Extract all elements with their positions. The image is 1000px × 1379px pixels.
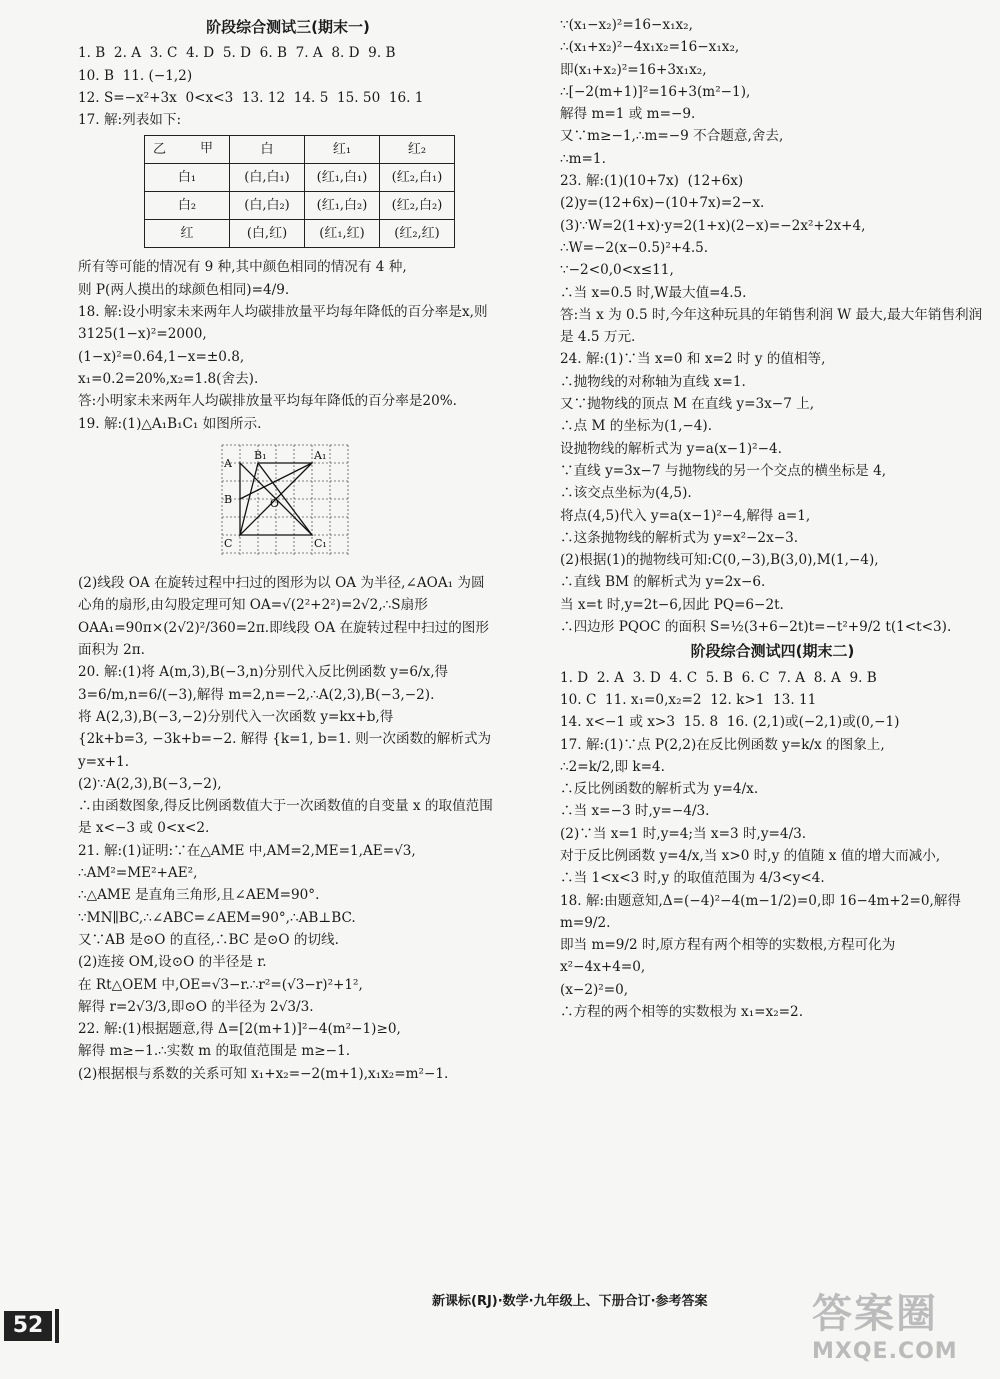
table-cell: (红₁,白₂) — [305, 192, 380, 220]
answer-line: {2k+b=3, −3k+b=−2. 解得 {k=1, b=1. 则一次函数的解析式为 y=x+1. — [78, 731, 496, 770]
left-block-c — [78, 572, 498, 1085]
row-label: 白₂ — [145, 192, 230, 220]
label-A1: A₁ — [314, 448, 327, 462]
answer-line: 将 A(2,3),B(−3,−2)分别代入一次函数 y=kx+b,得 — [78, 708, 394, 725]
answer-line: 18. 解:设小明家未来两年人均碳排放量平均每年降低的百分率是x,则 3125(1−x)²=2000, — [78, 304, 492, 343]
answer-line: 10. C 11. x₁=0,x₂=2 12. k>1 13. 11 — [560, 691, 817, 708]
answer-line: 3=6/m,n=6/(−3),解得 m=2,n=−2,∴A(2,3),B(−3,−2). — [78, 686, 435, 703]
answer-line: (2)∵A(2,3),B(−3,−2), — [78, 775, 222, 792]
answer-line: 解得 m≥−1.∴实数 m 的取值范围是 m≥−1. — [78, 1043, 351, 1060]
answer-line: ∴方程的两个相等的实数根为 x₁=x₂=2. — [560, 1004, 804, 1021]
answer-line: 19. 解:(1)△A₁B₁C₁ 如图所示. — [78, 415, 262, 432]
answer-line: ∴该交点坐标为(4,5). — [560, 485, 692, 502]
answer-line: x²−4x+4=0, — [560, 959, 646, 976]
label-C1: C₁ — [314, 536, 327, 550]
answer-line: (2)连接 OM,设⊙O 的半径是 r. — [78, 954, 267, 971]
answer-line: ∵−2<0,0<x≤11, — [560, 262, 674, 279]
answer-line: (x−2)²=0, — [560, 981, 629, 998]
answer-line: 22. 解:(1)根据题意,得 Δ=[2(m+1)]²−4(m²−1)≥0, — [78, 1021, 401, 1038]
answer-line: 17. 解:(1)∵点 P(2,2)在反比例函数 y=k/x 的图象上, — [560, 736, 885, 753]
table-cell: (红₁,红) — [305, 220, 380, 248]
answer-line: ∴点 M 的坐标为(1,−4). — [560, 418, 713, 435]
answer-line: (2)y=(12+6x)−(10+7x)=2−x. — [560, 195, 765, 212]
answer-line: 12. S=−x²+3x 0<x<3 13. 12 14. 5 15. 50 16. 1 — [78, 89, 424, 106]
table-row — [145, 192, 455, 220]
answer-line: 21. 解:(1)证明:∵在△AME 中,AM=2,ME=1,AE=√3, — [78, 842, 416, 859]
table-cell: (红₂,红) — [380, 220, 455, 248]
answer-line: ∴[−2(m+1)]²=16+3(m²−1), — [560, 83, 751, 100]
table-cell: (白,白₁) — [230, 164, 305, 192]
corner-bottom-label: 乙 — [153, 142, 167, 158]
answer-line: 答:当 x 为 0.5 时,今年这种玩具的年销售利润 W 最大,最大年销售利润是 4.5 万元. — [560, 306, 983, 346]
answer-line: 解得 r=2√3/3,即⊙O 的半径为 2√3/3. — [78, 998, 314, 1015]
answer-line: ∵直线 y=3x−7 与抛物线的另一个交点的横坐标是 4, — [560, 462, 887, 479]
answer-line: 即当 m=9/2 时,原方程有两个相等的实数根,方程可化为 — [560, 937, 896, 954]
answer-line: 24. 解:(1)∵当 x=0 和 x=2 时 y 的值相等, — [560, 351, 826, 368]
answer-line: 23. 解:(1)(10+7x) (12+6x) — [560, 173, 744, 190]
answer-line: 18. 解:由题意知,Δ=(−4)²−4(m−1/2)=0,即 16−4m+2=0,解得 m=9/2. — [560, 892, 966, 931]
table-corner — [145, 136, 230, 164]
table-row — [145, 164, 455, 192]
left-column — [78, 14, 498, 1085]
label-O: O — [270, 496, 280, 510]
table-cell: (白,红) — [230, 220, 305, 248]
answer-line: 则 P(两人摸出的球颜色相同)=4/9. — [78, 281, 290, 298]
answer-line: ∴反比例函数的解析式为 y=4/x. — [560, 781, 759, 798]
answer-line: 10. B 11. (−1,2) — [78, 67, 193, 84]
grid-diagram — [218, 441, 356, 559]
page-number-bar — [55, 1309, 59, 1343]
answer-line: ∴(x₁+x₂)²−4x₁x₂=16−x₁x₂, — [560, 39, 740, 56]
answer-line: 所有等可能的情况有 9 种,其中颜色相同的情况有 4 种, — [78, 259, 407, 276]
answer-line: ∴四边形 PQOC 的面积 S=½(3+6−2t)t=−t²+9/2 t(1<t<3). — [560, 619, 952, 636]
right-block-b — [560, 667, 985, 1024]
answer-line: (2)根据(1)的抛物线可知:C(0,−3),B(3,0),M(1,−4), — [560, 552, 879, 569]
answer-line: 当 x=t 时,y=2t−6,因此 PQ=6−2t. — [560, 596, 784, 613]
table-cell: (红₁,白₁) — [305, 164, 380, 192]
answer-line: 又∵AB 是⊙O 的直径,∴BC 是⊙O 的切线. — [78, 931, 339, 948]
answer-line: (1−x)²=0.64,1−x=±0.8, — [78, 348, 245, 365]
page-number: 52 — [4, 1311, 52, 1341]
label-C: C — [224, 536, 233, 550]
left-block-a — [78, 42, 498, 131]
answer-line: 解得 m=1 或 m=−9. — [560, 106, 696, 123]
answer-line: 设抛物线的解析式为 y=a(x−1)²−4. — [560, 440, 782, 457]
answer-line: 在 Rt△OEM 中,OE=√3−r.∴r²=(√3−r)²+1², — [78, 976, 363, 993]
answer-line: ∵MN∥BC,∴∠ABC=∠AEM=90°,∴AB⊥BC. — [78, 909, 356, 926]
watermark-logo — [812, 1282, 992, 1372]
answer-line: 答:小明家未来两年人均碳排放量平均每年降低的百分率是20%. — [78, 393, 457, 410]
section-title-test-4: 阶段综合测试四(期末二) — [690, 642, 855, 661]
answer-line: 1. D 2. A 3. D 4. C 5. B 6. C 7. A 8. A 9. B — [560, 669, 877, 686]
answer-line: x₁=0.2=20%,x₂=1.8(舍去). — [78, 370, 259, 387]
answer-line: ∴这条抛物线的解析式为 y=x²−2x−3. — [560, 529, 799, 546]
outcome-table — [144, 135, 455, 248]
section-title-test-3: 阶段综合测试三(期末一) — [206, 18, 370, 36]
table-cell: (白,白₂) — [230, 192, 305, 220]
answer-line: 又∵m≥−1,∴m=−9 不合题意,舍去, — [560, 128, 784, 145]
right-column — [560, 14, 985, 1023]
table-header: 白 — [230, 136, 305, 164]
answer-line: 对于反比例函数 y=4/x,当 x>0 时,y 的值随 x 值的增大而减小, — [560, 847, 941, 864]
row-label: 白₁ — [145, 164, 230, 192]
watermark-big: 答案圈 — [812, 1291, 938, 1337]
corner-top-label: 甲 — [199, 141, 213, 157]
table-row — [145, 220, 455, 248]
answer-line: ∴当 x=0.5 时,W最大值=4.5. — [560, 284, 747, 301]
table-cell: (红₂,白₁) — [380, 164, 455, 192]
answer-line: ∴直线 BM 的解析式为 y=2x−6. — [560, 574, 766, 591]
footer-text: 新课标(RJ)·数学·九年级上、下册合订·参考答案 — [432, 1294, 708, 1309]
answer-line: (2)根据根与系数的关系可知 x₁+x₂=−2(m+1),x₁x₂=m²−1. — [78, 1065, 449, 1082]
rotation-grid-figure — [218, 441, 498, 566]
table-cell: (红₂,白₂) — [380, 192, 455, 220]
answer-line: ∴△AME 是直角三角形,且∠AEM=90°. — [78, 887, 320, 904]
answer-line: (3)∵W=2(1+x)·y=2(1+x)(2−x)=−2x²+2x+4, — [560, 217, 866, 234]
answer-line: 将点(4,5)代入 y=a(x−1)²−4,解得 a=1, — [560, 507, 811, 524]
answer-line: ∴抛物线的对称轴为直线 x=1. — [560, 373, 746, 390]
answer-line: 14. x<−1 或 x>3 15. 8 16. (2,1)或(−2,1)或(0,−1) — [560, 714, 900, 731]
answer-line: 20. 解:(1)将 A(m,3),B(−3,n)分别代入反比例函数 y=6/x,得 — [78, 664, 449, 681]
table-header: 红₁ — [305, 136, 380, 164]
answer-line: ∴当 x=−3 时,y=−4/3. — [560, 803, 710, 820]
table-header: 红₂ — [380, 136, 455, 164]
answer-line: 17. 解:列表如下: — [78, 112, 182, 129]
answer-line: ∴2=k/2,即 k=4. — [560, 758, 665, 775]
watermark-small: MXQE.COM — [812, 1339, 958, 1364]
answer-line: ∴当 1<x<3 时,y 的取值范围为 4/3<y<4. — [560, 870, 825, 887]
label-B1: B₁ — [254, 448, 267, 462]
right-block-a — [560, 14, 985, 638]
label-A: A — [224, 456, 232, 470]
answer-line: ∴AM²=ME²+AE², — [78, 865, 198, 882]
answer-line: ∴m=1. — [560, 150, 606, 167]
left-block-b — [78, 256, 498, 434]
answer-line: (2)线段 OA 在旋转过程中扫过的图形为以 OA 为半径,∠AOA₁ 为圆心角的扇形,由勾股定理可知 OA=√(2²+2²)=2√2,∴S扇形OAA₁=90π×(2√2)²/360=2π.即线段 OA 在旋转过程中扫过的图形面积为 2π. — [78, 575, 489, 659]
answer-line: (2)∵当 x=1 时,y=4;当 x=3 时,y=4/3. — [560, 825, 807, 842]
label-B: B — [224, 492, 233, 506]
answer-line: ∵(x₁−x₂)²=16−x₁x₂, — [560, 17, 693, 33]
answer-line: ∴W=−2(x−0.5)²+4.5. — [560, 239, 709, 256]
answer-line: 又∵抛物线的顶点 M 在直线 y=3x−7 上, — [560, 396, 815, 413]
answer-line: ∴由函数图象,得反比例函数值大于一次函数值的自变量 x 的取值范围是 x<−3 或 0<x<2. — [78, 798, 493, 837]
row-label: 红 — [145, 220, 230, 248]
answer-line: 即(x₁+x₂)²=16+3x₁x₂, — [560, 61, 707, 78]
answer-line: 1. B 2. A 3. C 4. D 5. D 6. B 7. A 8. D 9. B — [78, 45, 396, 62]
